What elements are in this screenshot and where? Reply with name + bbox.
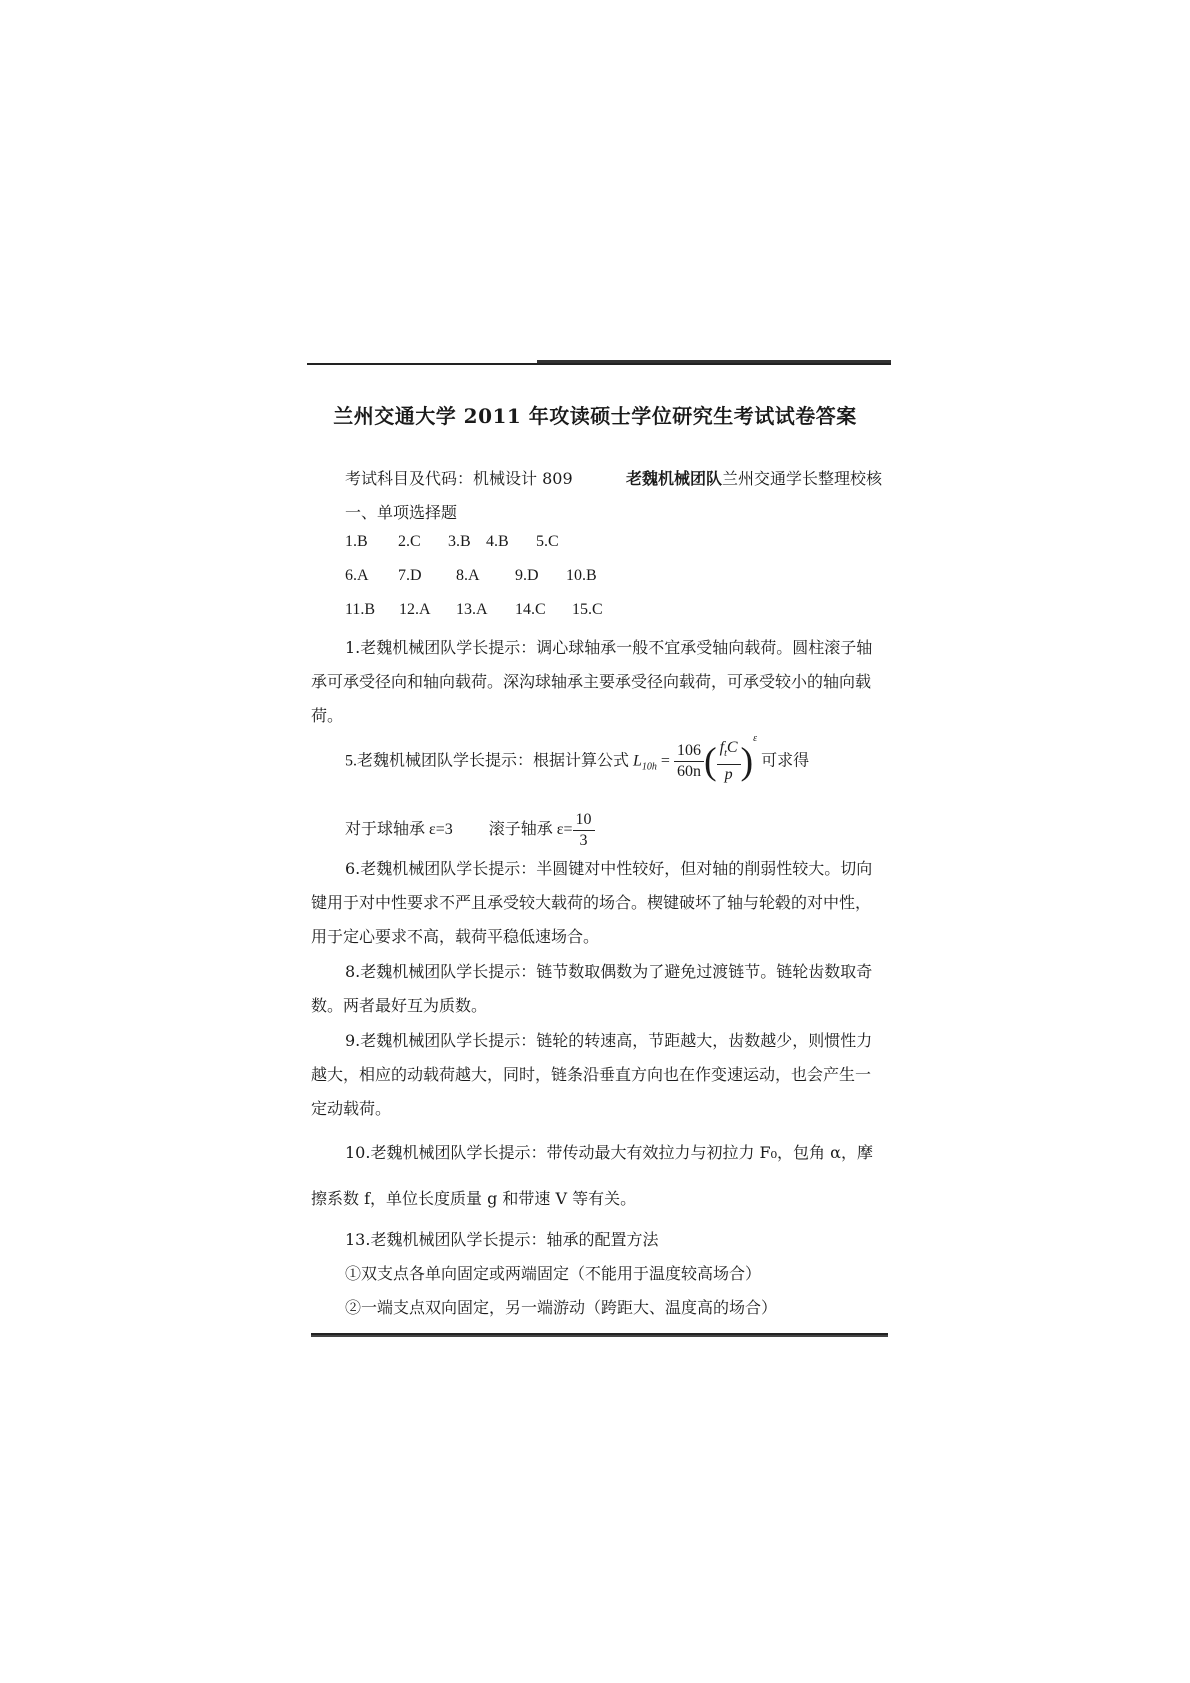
answer-item: 4.B: [486, 533, 509, 550]
hint-1-paragraph: [311, 631, 891, 733]
hint-5-epsilon-line: [345, 810, 595, 851]
formula-f: f: [719, 739, 725, 756]
hint-5-suffix: 可求得: [761, 752, 810, 770]
answer-item: 2.C: [398, 533, 421, 550]
bottom-rule: [311, 1333, 888, 1337]
top-rule-left: [307, 363, 537, 365]
hint-line: 承可承受径向和轴向载荷。深沟球轴承主要承受径向载荷，可承受较小的轴向载: [311, 672, 872, 691]
roller-fraction: [573, 810, 595, 851]
answer-item: 1.B: [345, 533, 368, 550]
answer-item: 5.C: [536, 533, 559, 550]
top-rule-right: [537, 360, 891, 365]
answer-item: 9.D: [515, 567, 539, 584]
formula-numerator: 106: [674, 741, 704, 762]
roller-bearing-epsilon: 滚子轴承 ε=: [488, 821, 573, 839]
answer-item: 11.B: [345, 601, 376, 618]
answer-item: 12.A: [399, 601, 431, 618]
answer-item: 14.C: [515, 601, 546, 618]
hint-line: 键用于对中性要求不严且承受较大载荷的场合。楔键破坏了轴与轮毂的对中性，: [311, 893, 872, 912]
answer-item: 10.B: [566, 567, 597, 584]
answer-item: 8.A: [456, 567, 480, 584]
hint-line: 10.老魏机械团队学长提示：带传动最大有效拉力与初拉力 F₀，包角 α，摩: [345, 1143, 873, 1162]
section-heading: 一、单项选择题: [345, 503, 458, 522]
formula-L-sub: 10h: [641, 761, 657, 773]
formula-inner-denominator: [717, 765, 741, 785]
hint-8-paragraph: [311, 955, 891, 1023]
formula-den-text: 60n: [676, 763, 701, 781]
formula-inner-numerator: [717, 738, 741, 765]
subject-line: 考试科目及代码：机械设计 809: [345, 469, 573, 488]
hint-line: 1.老魏机械团队学长提示：调心球轴承一般不宜承受轴向载荷。圆柱滚子轴: [345, 638, 873, 657]
formula-p: p: [724, 766, 733, 784]
team-credit: [626, 466, 882, 489]
hint-line: 越大，相应的动载荷越大，同时，链条沿垂直方向也在作变速运动，也会产生一: [311, 1065, 872, 1084]
hint-line: 用于定心要求不高，载荷平稳低速场合。: [311, 927, 600, 946]
hint-line: 9.老魏机械团队学长提示：链轮的转速高，节距越大，齿数越少，则惯性力: [345, 1031, 873, 1050]
answer-item: 13.A: [456, 601, 488, 618]
formula-C: C: [726, 739, 738, 756]
hint-9-paragraph: [311, 1024, 891, 1126]
answer-item: 3.B: [448, 533, 471, 550]
team-credit-rest: 兰州交通学长整理校核: [722, 469, 883, 488]
hint-line: 擦系数 f，单位长度质量 g 和带速 V 等有关。: [311, 1189, 637, 1208]
answer-item: 7.D: [398, 567, 422, 584]
hint-13-item-1: ①双支点各单向固定或两端固定（不能用于温度较高场合）: [345, 1264, 762, 1283]
roller-numerator: 10: [573, 810, 595, 831]
hint-13-item-2: ②一端支点双向固定，另一端游动（跨距大、温度高的场合）: [345, 1298, 778, 1317]
answer-item: 6.A: [345, 567, 369, 584]
formula-inner-fraction: [717, 738, 741, 785]
formula-L: L: [633, 752, 642, 770]
roller-denominator: 3: [579, 832, 588, 849]
team-name: 老魏机械团队: [626, 469, 723, 488]
document-title: 兰州交通大学 2011 年攻读硕士学位研究生考试试卷答案: [333, 404, 857, 428]
formula-f-sub: t: [724, 748, 727, 760]
formula-exponent: ε: [753, 732, 758, 744]
hint-13-line: 13.老魏机械团队学长提示：轴承的配置方法: [345, 1230, 659, 1249]
hint-10-paragraph: [311, 1130, 891, 1222]
hint-5-prefix: 5.老魏机械团队学长提示：根据计算公式: [345, 752, 630, 770]
hint-line: 定动载荷。: [311, 1099, 392, 1118]
hint-line: 8.老魏机械团队学长提示：链节数取偶数为了避免过渡链节。链轮齿数取奇: [345, 962, 873, 981]
hint-line: 荷。: [311, 706, 344, 725]
answer-item: 15.C: [572, 601, 603, 618]
hint-line: 数。两者最好互为质数。: [311, 996, 488, 1015]
ball-bearing-epsilon: 对于球轴承 ε=3: [345, 821, 453, 839]
formula-fraction: [674, 741, 704, 782]
hint-line: 6.老魏机械团队学长提示：半圆键对中性较好，但对轴的削弱性较大。切向: [345, 859, 873, 878]
formula-denominator: [674, 762, 704, 782]
hint-6-paragraph: [311, 852, 891, 954]
hint-5-formula-line: 5.老魏机械团队学长提示：根据计算公式 $L_{10h}$ = $\frac{106}{60n}$ ( $\frac{f_tC}{p}$ )$^\varepsilon$ 可求得: [345, 732, 810, 784]
